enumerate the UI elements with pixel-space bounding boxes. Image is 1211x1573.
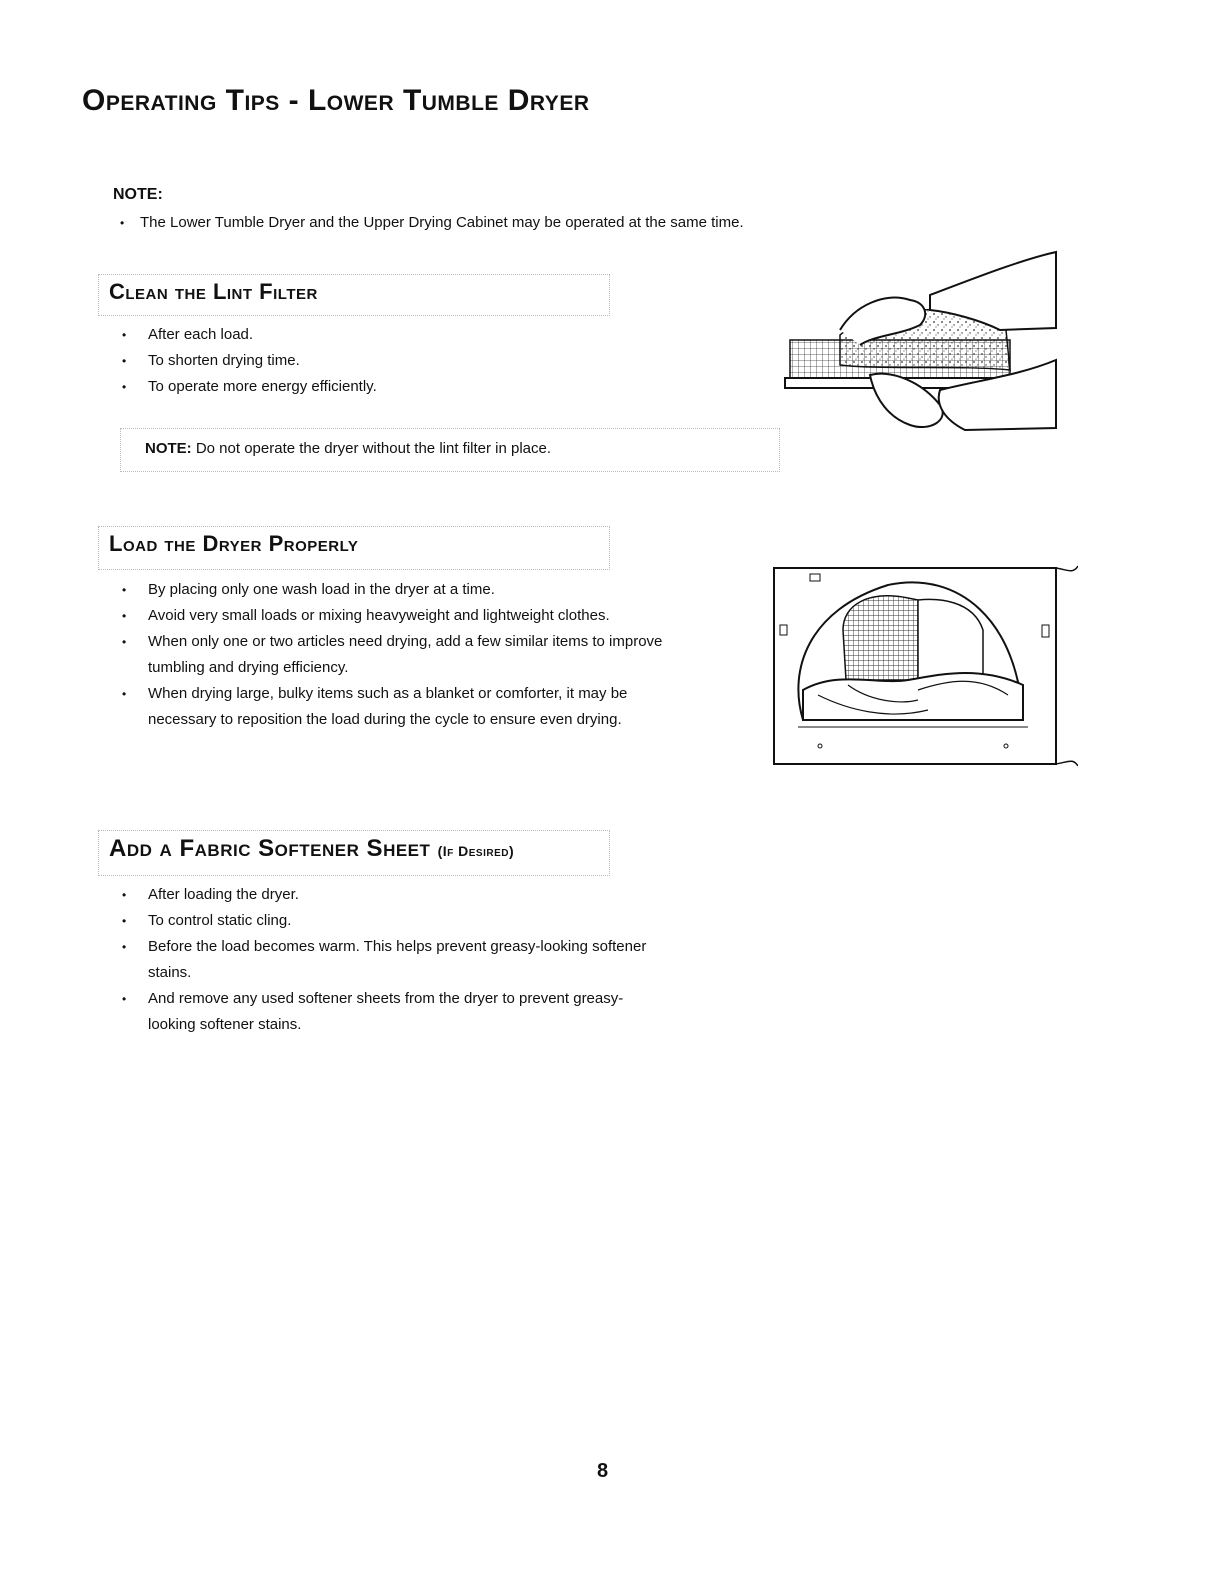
top-note-list [113, 210, 873, 236]
softener-heading-suffix: (If Desired) [437, 843, 515, 859]
dryer-drum-illustration [768, 560, 1078, 770]
lint-filter-heading: Clean the Lint Filter [98, 274, 610, 316]
list-item: • By placing only one wash load in the dryer at a time. [115, 577, 675, 603]
lint-filter-note-text: Do not operate the dryer without the lint filter in place. [191, 440, 552, 457]
list-item: • After each load. [115, 322, 715, 348]
lint-filter-note [120, 428, 780, 472]
lint-filter-note-label: NOTE: [145, 440, 192, 457]
softener-list [115, 882, 675, 1038]
softener-heading [98, 830, 610, 876]
list-item: • When drying large, bulky items such as a blanket or comforter, it may be necessary to reposition the load during the cycle to ensure even drying. [115, 681, 675, 733]
softener-heading-text: Add a Fabric Softener Sheet [109, 835, 431, 862]
list-item: • Before the load becomes warm. This helps prevent greasy-looking softener stains. [115, 934, 668, 986]
lint-filter-list [115, 322, 715, 400]
lint-filter-illustration [780, 240, 1065, 440]
top-note-text: • The Lower Tumble Dryer and the Upper Drying Cabinet may be operated at the same time. [113, 210, 873, 236]
list-item: • To shorten drying time. [115, 348, 715, 374]
load-dryer-heading: Load the Dryer Properly [98, 526, 610, 570]
list-item: • To control static cling. [115, 908, 675, 934]
list-item: • When only one or two articles need drying, add a few similar items to improve tumbling and drying efficiency. [115, 629, 675, 681]
page-title: Operating Tips - Lower Tumble Dryer [82, 84, 590, 117]
load-dryer-list [115, 577, 675, 733]
list-item: • Avoid very small loads or mixing heavyweight and lightweight clothes. [115, 603, 648, 629]
list-item: • After loading the dryer. [115, 882, 675, 908]
list-item: • And remove any used softener sheets from the dryer to prevent greasy-looking softener stains. [115, 986, 668, 1038]
list-item: • To operate more energy efficiently. [115, 374, 715, 400]
top-note-label: NOTE: [113, 186, 163, 203]
page-number: 8 [597, 1460, 609, 1482]
top-note [113, 186, 873, 236]
